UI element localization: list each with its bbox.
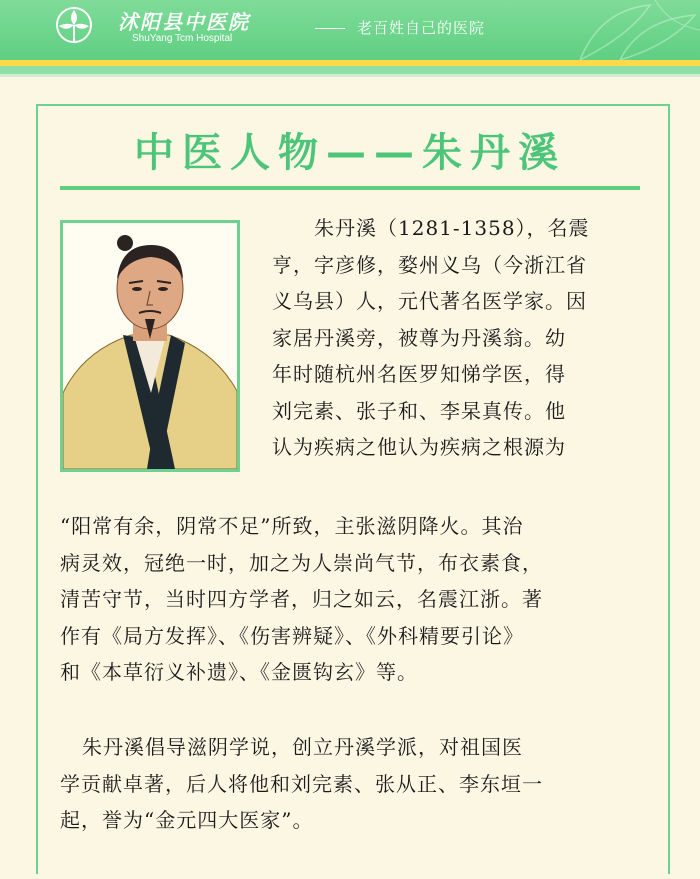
biography-paragraph-bottom xyxy=(60,508,650,691)
slogan-divider xyxy=(315,28,345,29)
text-line: 年时随杭州名医罗知悌学医，得 xyxy=(272,362,566,386)
text-line: 学贡献卓著，后人将他和刘完素、张从正、李东垣一 xyxy=(60,771,543,796)
text-line: 朱丹溪倡导滋阴学说，创立丹溪学派，对祖国医 xyxy=(82,735,523,759)
text-line: 病灵效，冠绝一时，加之为人崇尚气节，布衣素食， xyxy=(60,550,543,575)
text-line: 亨，字彦修，婺州义乌（今浙江省 xyxy=(272,252,587,277)
hospital-logo-icon xyxy=(50,4,98,46)
portrait-frame xyxy=(60,220,240,472)
text-line: 刘完素、张子和、李杲真传。他 xyxy=(272,398,566,423)
text-line: 清苦守节，当时四方学者，归之如云，名震江浙。著 xyxy=(60,587,543,611)
hospital-name-en: ShuYang Tcm Hospital xyxy=(132,33,233,44)
text-line: 和《本草衍义补遗》、《金匮钩玄》等。 xyxy=(60,660,418,684)
header-stripe-green xyxy=(0,66,700,74)
header-stripe-light xyxy=(0,74,700,77)
text-line: 作有《局方发挥》、《伤害辨疑》、《外科精要引论》 xyxy=(60,623,524,648)
biography-paragraph-top xyxy=(272,210,640,466)
ginkgo-decoration-icon xyxy=(560,0,700,60)
text-line: “阳常有余，阴常不足”所致，主张滋阴降火。其治 xyxy=(60,514,524,538)
hospital-slogan: 老百姓自己的医院 xyxy=(357,19,486,37)
hospital-name-cn: 沭阳县中医院 xyxy=(118,10,250,34)
text-line: 认为疾病之他认为疾病之根源为 xyxy=(272,435,566,459)
header-banner xyxy=(0,0,700,60)
legacy-paragraph xyxy=(60,729,650,839)
text-line: 义乌县）人，元代著名医学家。因 xyxy=(272,289,587,313)
text-line: 起，誉为“金元四大医家”。 xyxy=(60,808,314,832)
title-underline xyxy=(60,186,640,190)
text-line: 家居丹溪旁，被尊为丹溪翁。幼 xyxy=(272,325,566,350)
text-line: 朱丹溪（1281-1358），名震 xyxy=(314,216,590,240)
page-title: 中医人物——朱丹溪 xyxy=(134,130,566,176)
portrait-zhu-danxi-icon xyxy=(63,223,237,469)
